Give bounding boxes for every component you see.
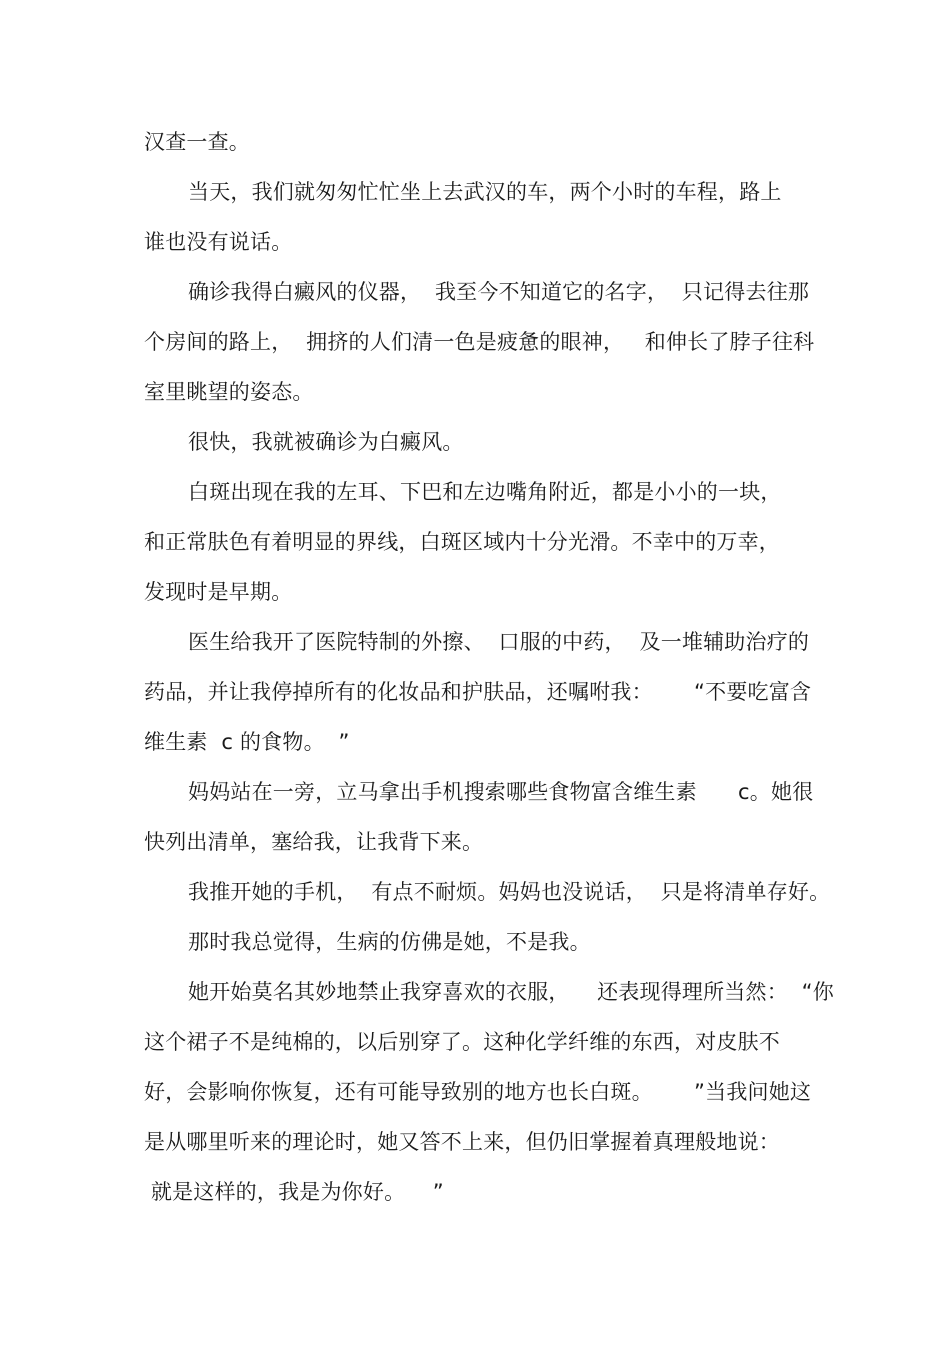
text-line: 就是这样的，我是为你好。 ”	[144, 1180, 444, 1204]
text-line: 快列出清单，塞给我，让我背下来。	[144, 830, 484, 854]
text-line: 这个裙子不是纯棉的，以后别穿了。这种化学纤维的东西，对皮肤不	[144, 1030, 780, 1054]
text-line: 当天，我们就匆匆忙忙坐上去武汉的车，两个小时的车程，路上	[188, 180, 782, 204]
text-line: 很快，我就被确诊为白癜风。	[188, 430, 464, 454]
text-line: 汉查一查。	[144, 130, 250, 154]
text-line: 白斑出现在我的左耳、下巴和左边嘴角附近，都是小小的一块，	[188, 480, 782, 504]
text-line: 她开始莫名其妙地禁止我穿喜欢的衣服， 还表现得理所当然： “你	[188, 980, 834, 1004]
text-line: 和正常肤色有着明显的界线，白斑区域内十分光滑。不幸中的万幸，	[144, 530, 780, 554]
text-line: 那时我总觉得，生病的仿佛是她，不是我。	[188, 930, 591, 954]
text-line: 个房间的路上， 拥挤的人们清一色是疲惫的眼神， 和伸长了脖子往科	[144, 330, 815, 354]
text-line: 是从哪里听来的理论时，她又答不上来，但仍旧掌握着真理般地说：	[144, 1130, 780, 1154]
text-line: 谁也没有说话。	[144, 230, 293, 254]
text-line: 确诊我得白癜风的仪器， 我至今不知道它的名字， 只记得去往那	[188, 280, 810, 304]
text-line: 医生给我开了医院特制的外擦、 口服的中药， 及一堆辅助治疗的	[188, 630, 810, 654]
text-line: 室里眺望的姿态。	[144, 380, 314, 404]
text-line: 发现时是早期。	[144, 580, 293, 604]
text-line: 我推开她的手机， 有点不耐烦。妈妈也没说话， 只是将清单存好。	[188, 880, 831, 904]
text-line: 维生素 c 的食物。 ”	[144, 730, 350, 754]
text-line: 药品，并让我停掉所有的化妆品和护肤品，还嘱咐我： “不要吃富含	[144, 680, 812, 704]
text-line: 好，会影响你恢复，还有可能导致别的地方也长白斑。 ”当我问她这	[144, 1080, 812, 1104]
text-line: 妈妈站在一旁，立马拿出手机搜索哪些食物富含维生素 c。她很	[188, 780, 814, 804]
